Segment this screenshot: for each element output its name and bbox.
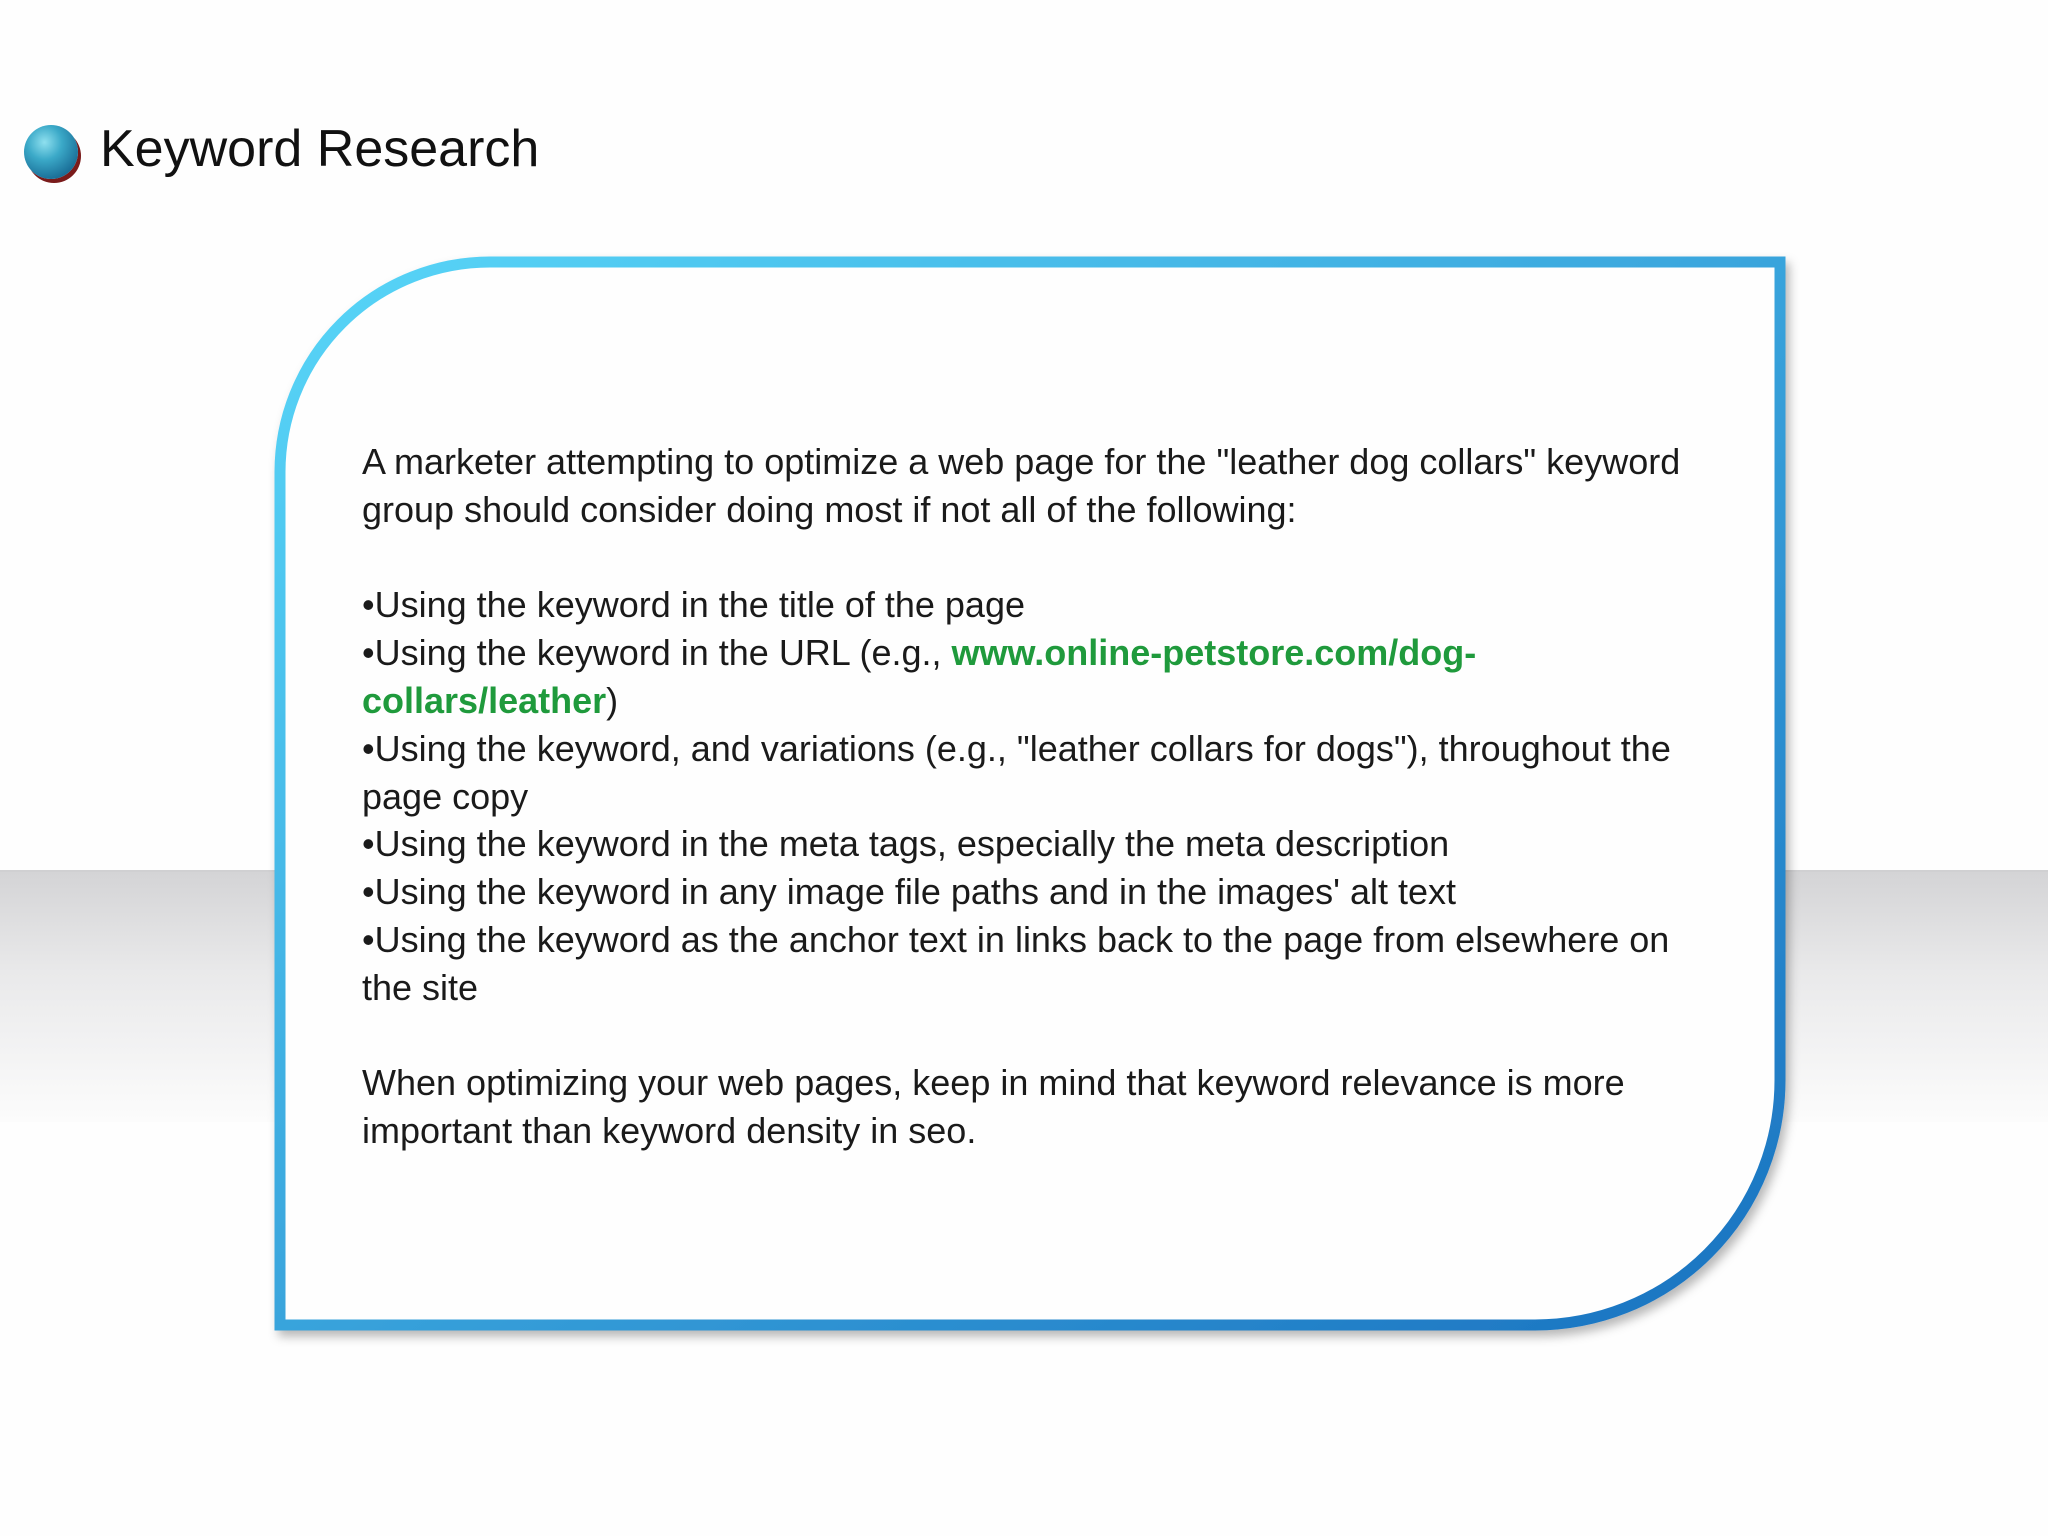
slide-title: Keyword Research: [100, 120, 540, 178]
closing-paragraph: When optimizing your web pages, keep in mind that keyword relevance is more important than keyword density in seo.: [362, 1062, 1625, 1152]
intro-paragraph: A marketer attempting to optimize a web page for the "leather dog collars" keyword group should consider doing most if not all of the following:: [362, 441, 1681, 530]
bullet-item: •Using the keyword in the URL (e.g., www.online-petstore.com/dog-collars/leather): [362, 632, 1477, 721]
bullet-item: •Using the keyword in any image file paths and in the images' alt text: [362, 871, 1457, 913]
bullet-item: •Using the keyword, and variations (e.g., "leather collars for dogs"), throughout the page copy: [362, 727, 1671, 817]
bullet-item: •Using the keyword in the title of the page: [362, 584, 1025, 626]
card-body: [362, 438, 1702, 1155]
bullet-item: •Using the keyword as the anchor text in links back to the page from elsewhere on the site: [362, 918, 1670, 1008]
bullet-item: •Using the keyword in the meta tags, especially the meta description: [362, 823, 1450, 865]
url-example-link[interactable]: www.online-petstore.com/dog-collars/leather: [362, 632, 1477, 721]
